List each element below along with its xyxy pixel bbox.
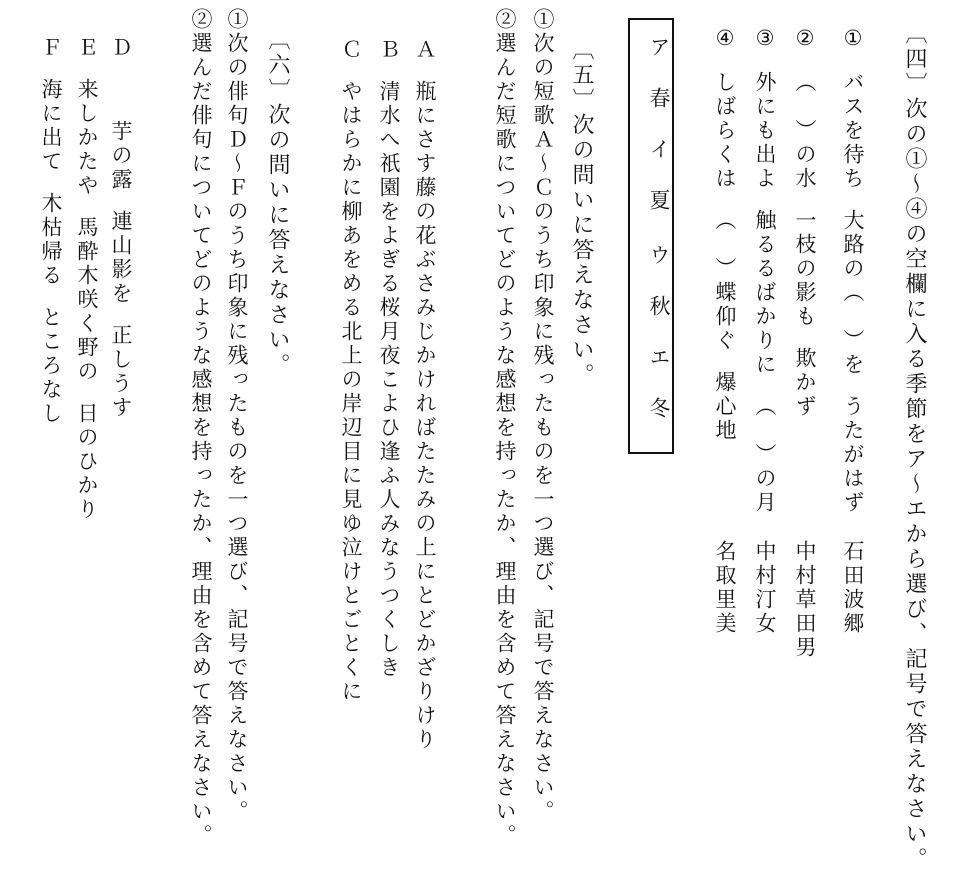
- item-number: ④: [713, 26, 737, 53]
- poem-label: Ｃ: [339, 38, 363, 62]
- poem-text: やはらかに柳あをめる北上の岸辺目に見ゆ泣けとごとくに: [339, 80, 363, 704]
- haiku-part: 海に出て: [39, 78, 63, 174]
- haiku-part: 一枝の影も: [793, 209, 817, 329]
- haiku-part: バスを待ち: [841, 71, 865, 191]
- haiku-part: （ ）の水: [793, 71, 817, 191]
- poem-text: 瓶にさす藤の花ぶさみじかければたたみの上にとどかざりけり: [413, 80, 437, 752]
- question-6-1: ①次の俳句Ｄ～Ｆのうち印象に残ったものを一つ選び、記号で答えなさい。: [225, 8, 249, 824]
- poem-text: 清水へ祇園をよぎる桜月夜こよひ逢ふ人みなうつくしき: [377, 80, 401, 680]
- section-5-header: 〔五〕次の問いに答えなさい。: [569, 38, 594, 388]
- author-name: 中村草田男: [793, 540, 817, 660]
- tanka-c: [340, 38, 361, 704]
- option-natsu: イ 夏: [647, 138, 671, 213]
- tanka-b: [378, 38, 399, 680]
- haiku-d: [110, 36, 131, 420]
- haiku-part: （ ）蝶仰ぐ: [713, 209, 737, 353]
- poem-label: Ｄ: [109, 36, 133, 60]
- option-fuyu: エ 冬: [647, 346, 671, 421]
- haiku-e: [76, 36, 97, 522]
- section-6-header: 〔六〕次の問いに答えなさい。: [265, 28, 290, 378]
- author-name: 名取里美: [713, 540, 737, 636]
- poem-label: Ｆ: [39, 36, 63, 60]
- question-5-1: ①次の短歌Ａ～Ｃのうち印象に残ったものを一つ選び、記号で答えなさい。: [531, 8, 555, 824]
- question-5-2: ②選んだ短歌についてどのような感想を持ったか、理由を含めて答えなさい。: [493, 8, 517, 848]
- haiku-part: （ ）の月: [753, 395, 777, 515]
- author-name: 中村汀女: [753, 540, 777, 636]
- haiku-part: 日のひかり: [75, 402, 99, 522]
- poem-label: Ａ: [413, 38, 437, 62]
- poem-label: Ｂ: [377, 38, 401, 62]
- item-number: ①: [841, 26, 865, 53]
- season-options-box: [628, 18, 674, 454]
- haiku-part: 来しかたや: [75, 78, 99, 198]
- haiku-part: ところなし: [39, 306, 63, 426]
- option-aki: ウ 秋: [647, 244, 671, 319]
- question-6-2: ②選んだ俳句についてどのような感想を持ったか、理由を含めて答えなさい。: [189, 8, 213, 848]
- item-number: ③: [753, 26, 777, 53]
- haiku-part: うたがはず: [841, 395, 865, 515]
- haiku-part: 大路の（ ）を: [841, 209, 865, 377]
- section-4-header: 〔四〕次の①～④の空欄に入る季節をア～エから選び、記号で答えなさい。: [902, 22, 927, 872]
- haiku-part: 触るるばかりに: [753, 209, 777, 377]
- haiku-part: 芋の露: [109, 120, 133, 192]
- item-number: ②: [793, 26, 817, 53]
- haiku-part: 爆心地: [713, 371, 737, 443]
- haiku-part: 馬酔木咲く野の: [75, 216, 99, 384]
- haiku-part: 連山影を: [109, 210, 133, 306]
- poem-label: Ｅ: [75, 36, 99, 60]
- option-haru: ア 春: [647, 36, 671, 111]
- haiku-part: しばらくは: [713, 71, 737, 191]
- haiku-part: 外にも出よ: [753, 71, 777, 191]
- tanka-a: [414, 38, 435, 752]
- haiku-part: 正しうす: [109, 324, 133, 420]
- haiku-f: [40, 36, 61, 426]
- haiku-part: 欺かず: [793, 347, 817, 419]
- haiku-part: 木枯帰る: [39, 192, 63, 288]
- author-name: 石田波郷: [841, 540, 865, 636]
